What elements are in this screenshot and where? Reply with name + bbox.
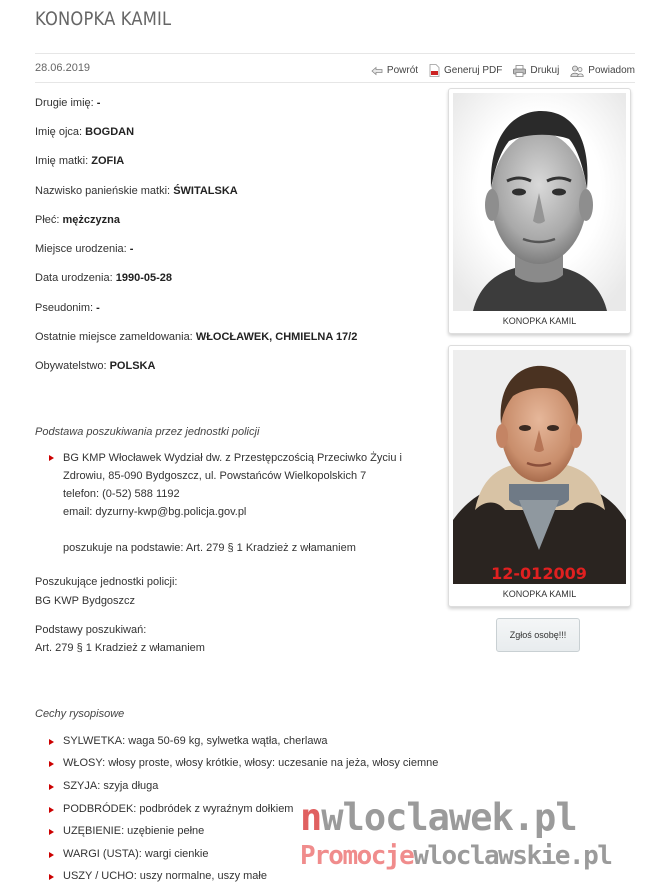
basis-line: BG KMP Włocławek Wydział dw. z Przestępczością Przeciwko Życiu i — [63, 452, 402, 464]
detail-last-address — [35, 331, 357, 343]
detail-label: Ostatnie miejsce zameldowania: — [35, 331, 193, 343]
people-icon — [570, 65, 584, 77]
detail-label: Pseudonim: — [35, 302, 94, 314]
divider — [35, 53, 635, 54]
feature-item: SZYJA: szyja długa — [63, 780, 159, 792]
detail-mother-name — [35, 155, 124, 167]
feature-item: PODBRÓDEK: podbródek z wyraźnym dołkiem — [63, 803, 294, 815]
notify-button[interactable] — [570, 64, 635, 77]
basis-line: Zdrowiu, 85-090 Bydgoszcz, ul. Powstańców Wielkopolskich 7 — [63, 470, 367, 482]
feature-item: USZY / UCHO: uszy normalne, uszy małe — [63, 870, 267, 882]
features-section-title: Cechy rysopisowe — [35, 708, 125, 720]
notify-label: Powiadom — [588, 65, 635, 76]
detail-label: Data urodzenia: — [35, 272, 113, 284]
watermark-text: wloclawskie.pl — [413, 841, 612, 871]
basis-email: email: dyzurny-kwp@bg.policja.gov.pl — [63, 506, 247, 518]
toolbar — [371, 64, 635, 77]
searching-units-value: BG KWP Bydgoszcz — [35, 595, 136, 607]
detail-value: POLSKA — [109, 360, 156, 372]
photo-card[interactable] — [448, 345, 631, 607]
watermark-text: wloclawek.pl — [321, 796, 577, 839]
detail-birthplace — [35, 243, 133, 255]
page-title: KONOPKA KAMIL — [35, 8, 172, 30]
watermark — [300, 796, 577, 839]
bullet-arrow-icon — [49, 455, 54, 461]
detail-value: - — [96, 302, 100, 314]
bullet-arrow-icon — [49, 807, 54, 813]
basis-line: telefon: (0-52) 588 1192 — [63, 488, 180, 500]
detail-value: WŁOCŁAWEK, CHMIELNA 17/2 — [195, 331, 358, 343]
detail-value: BOGDAN — [85, 126, 135, 138]
photo-stamp: 12-012009 — [491, 564, 587, 583]
detail-label: Imię ojca: — [35, 126, 83, 138]
back-label: Powrót — [386, 65, 419, 76]
bullet-arrow-icon — [49, 829, 54, 835]
print-button[interactable] — [513, 64, 559, 77]
bullet-arrow-icon — [49, 784, 54, 790]
detail-birth-date — [35, 272, 172, 284]
detail-label: Płeć: — [35, 214, 60, 226]
report-person-button[interactable]: Zgłoś osobę!!! — [496, 618, 580, 652]
detail-sex — [35, 214, 120, 226]
photo-caption: KONOPKA KAMIL — [502, 316, 577, 326]
print-label: Drukuj — [530, 65, 560, 76]
basis-section-title: Podstawa poszukiwania przez jednostki policji — [35, 426, 260, 438]
detail-label: Miejsce urodzenia: — [35, 243, 127, 255]
bullet-arrow-icon — [49, 874, 54, 880]
searching-units-label: Poszukujące jednostki policji: — [35, 576, 178, 588]
generate-pdf-button[interactable] — [429, 64, 502, 77]
detail-mother-maiden-name — [35, 185, 238, 197]
pdf-icon — [429, 64, 440, 77]
watermark — [300, 841, 611, 871]
detail-citizenship — [35, 360, 155, 372]
detail-label: Obywatelstwo: — [35, 360, 107, 372]
photo-card[interactable] — [448, 88, 631, 334]
bullet-arrow-icon — [49, 739, 54, 745]
detail-value: - — [129, 243, 134, 255]
basis-unit-details — [63, 449, 402, 557]
back-arrow-icon — [371, 66, 383, 76]
portrait-photo-color — [453, 350, 626, 584]
detail-label: Drugie imię: — [35, 97, 94, 109]
divider — [35, 82, 635, 83]
feature-item: WŁOSY: włosy proste, włosy krótkie, włosy: uczesanie na jeża, włosy ciemne — [63, 757, 439, 769]
watermark-accent: n — [300, 796, 322, 839]
detail-value: - — [96, 97, 101, 109]
detail-label: Nazwisko panieńskie matki: — [35, 185, 171, 197]
photo-caption: KONOPKA KAMIL — [502, 589, 577, 599]
search-basis-value: Art. 279 § 1 Kradzież z włamaniem — [35, 642, 205, 654]
publish-date: 28.06.2019 — [35, 62, 91, 74]
back-button[interactable] — [371, 64, 418, 77]
feature-item: SYLWETKA: waga 50-69 kg, sylwetka wątła, cherlawa — [63, 735, 328, 747]
detail-value: mężczyzna — [62, 214, 121, 226]
watermark-accent: Promocje — [300, 841, 414, 871]
detail-value: ŚWITALSKA — [173, 185, 238, 197]
detail-value: 1990-05-28 — [115, 272, 173, 284]
detail-nickname — [35, 302, 100, 314]
printer-icon — [513, 65, 526, 77]
detail-middle-name — [35, 97, 100, 109]
detail-value: ZOFIA — [91, 155, 125, 167]
basis-legal: poszukuje na podstawie: Art. 279 § 1 Kradzież z włamaniem — [63, 542, 356, 554]
feature-item: WARGI (USTA): wargi cienkie — [63, 848, 209, 860]
detail-label: Imię matki: — [35, 155, 89, 167]
bullet-arrow-icon — [49, 761, 54, 767]
portrait-photo-bw — [453, 93, 626, 311]
bullet-arrow-icon — [49, 852, 54, 858]
pdf-label: Generuj PDF — [444, 65, 503, 76]
detail-father-name — [35, 126, 134, 138]
feature-item: UZĘBIENIE: uzębienie pełne — [63, 825, 205, 837]
search-basis-label: Podstawy poszukiwań: — [35, 624, 147, 636]
